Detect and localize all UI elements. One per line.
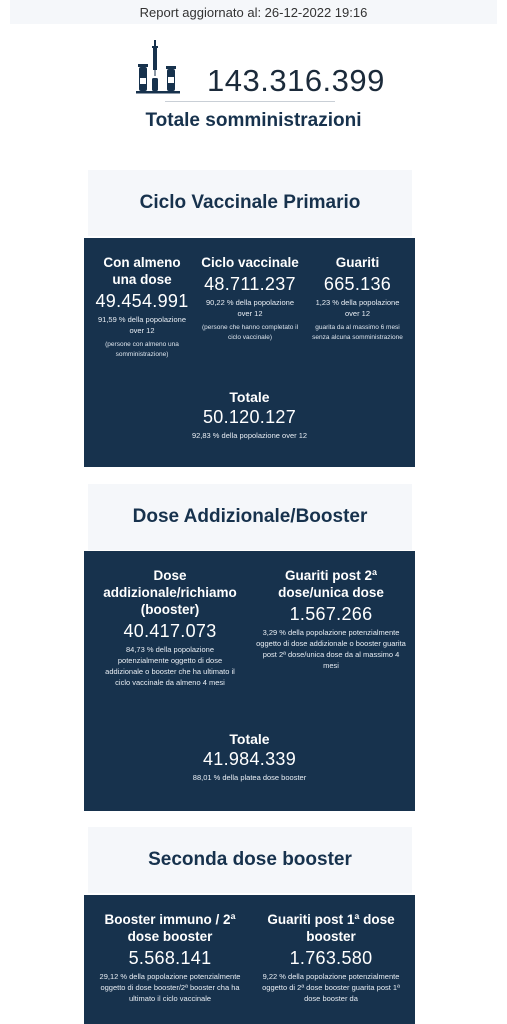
- total-value: 41.984.339: [202, 749, 297, 769]
- recovered-post-second-dose-block: [256, 567, 406, 671]
- booster-total-block: [84, 731, 415, 782]
- total-administrations-value: 143.316.399: [207, 63, 385, 98]
- stat-title: Booster immuno / 2ª dose booster: [104, 912, 236, 944]
- second-booster-dose-block: [98, 911, 242, 1004]
- stat-value: 48.711.237: [204, 274, 296, 294]
- stat-value: 5.568.141: [128, 948, 212, 968]
- stat-title: Guariti post 2ª dose/unica dose: [278, 568, 384, 600]
- total-administrations-summary: [0, 38, 507, 138]
- booster-panel: [84, 551, 415, 811]
- stat-note: (persone con almeno una somministrazione): [105, 341, 179, 358]
- vaccination-cycle-block: [200, 254, 300, 343]
- stat-description: 9,22 % della popolazione potenzialmente oggetto di 2ª dose booster guarita post 1ª dose booster da: [262, 972, 400, 1003]
- total-value: 50.120.127: [202, 407, 297, 427]
- stat-description: 84,73 % della popolazione potenzialmente oggetto di dose addizionale o booster che ha ultimato il ciclo vaccinale da almeno 4 mesi: [105, 645, 235, 687]
- section-title-primary-cycle: Ciclo Vaccinale Primario: [88, 170, 412, 236]
- stat-value: 40.417.073: [123, 621, 217, 641]
- stat-description: 29,12 % della popolazione potenzialmente oggetto di dose booster/2ª booster cha ha ultimato il ciclo vaccinale: [99, 972, 241, 1003]
- primary-cycle-panel: [84, 238, 415, 467]
- stat-value: 49.454.991: [95, 291, 189, 311]
- syringe-vials-icon: [136, 40, 180, 94]
- stat-title: Guariti post 1ª dose booster: [267, 912, 395, 944]
- stat-title: Guariti: [335, 255, 380, 270]
- stat-description: 90,22 % della popolazione over 12: [206, 298, 294, 318]
- section-title-second-booster: Seconda dose booster: [88, 827, 412, 893]
- at-least-one-dose-block: [90, 254, 194, 360]
- stat-title: Dose addizionale/richiamo (booster): [103, 568, 237, 617]
- stat-value: 665.136: [323, 274, 392, 294]
- stat-title: Ciclo vaccinale: [201, 255, 299, 270]
- stat-title: Con almeno una dose: [103, 255, 181, 287]
- section-title-booster: Dose Addizionale/Booster: [88, 484, 412, 550]
- total-title: Totale: [229, 731, 270, 747]
- recovered-block: [310, 254, 405, 343]
- divider: [165, 101, 335, 102]
- stat-description: 1,23 % della popolazione over 12: [315, 298, 400, 318]
- stat-description: 3,29 % della popolazione potenzialmente oggetto di dose addizionale o booster guarita post 2ª dose/unica dose da al massimo 4 mesi: [256, 628, 406, 670]
- recovered-post-first-booster-block: [256, 911, 406, 1004]
- report-updated-text: Report aggiornato al: 26-12-2022 19:16: [139, 5, 368, 20]
- primary-total-block: [84, 389, 415, 440]
- stat-note: guarita da al massimo 6 mesi senza alcuna somministrazione: [312, 324, 403, 341]
- stat-value: 1.567.266: [289, 604, 373, 624]
- stat-description: 91,59 % della popolazione over 12: [98, 315, 186, 335]
- total-description: 92,83 % della popolazione over 12: [191, 431, 308, 440]
- total-administrations-label: Totale somministrazioni: [145, 110, 362, 131]
- stat-value: 1.763.580: [289, 948, 373, 968]
- total-description: 88,01 % della platea dose booster: [192, 773, 307, 782]
- stat-note: (persone che hanno completato il ciclo vaccinale): [201, 324, 299, 341]
- total-title: Totale: [229, 389, 270, 405]
- second-booster-panel: [84, 895, 415, 1024]
- booster-dose-block: [100, 567, 240, 688]
